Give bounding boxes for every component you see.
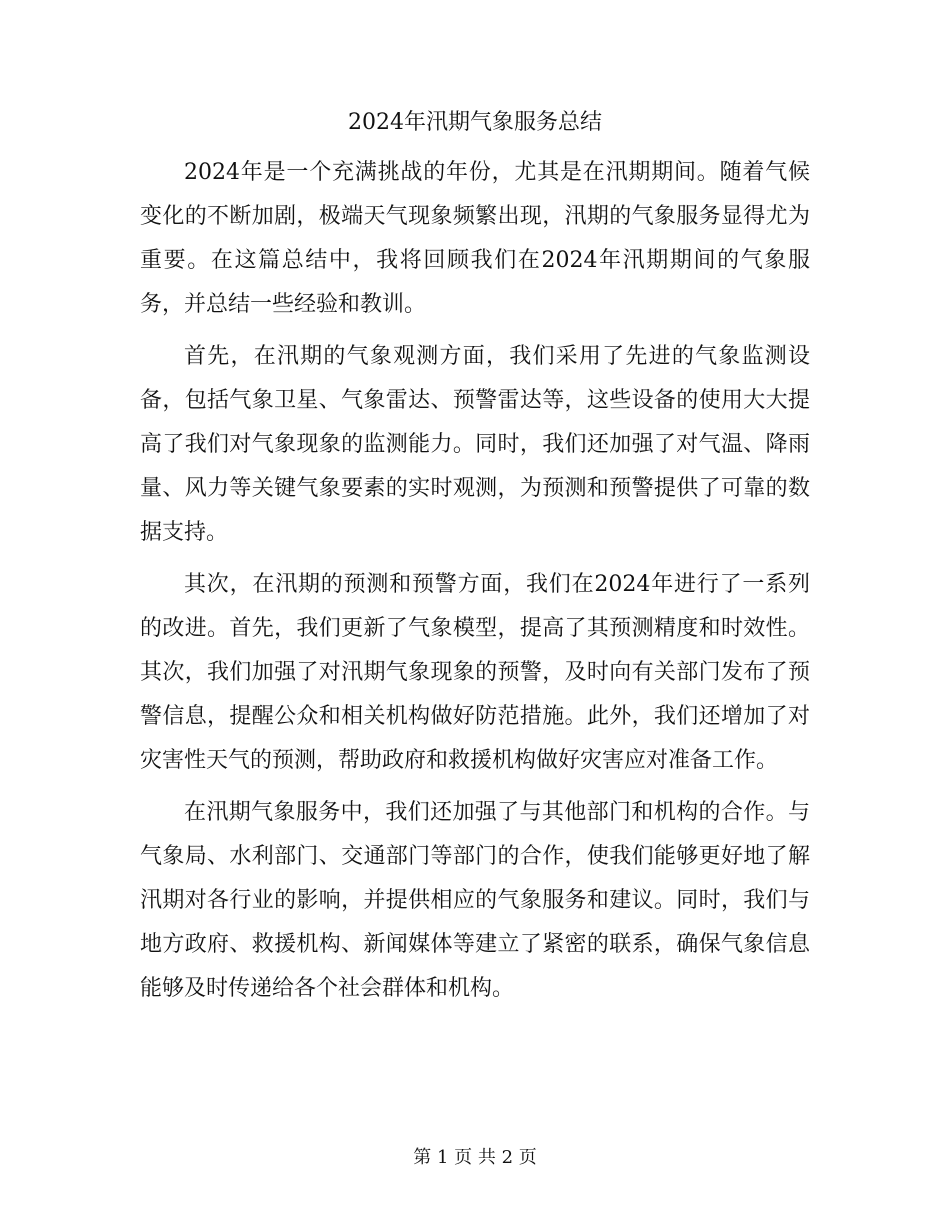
paragraph-observation: 首先，在汛期的气象观测方面，我们采用了先进的气象监测设备，包括气象卫星、气象雷达、预警雷达等，这些设备的使用大大提高了我们对气象现象的监测能力。同时，我们还加强了对气温、降雨量、风力等关键气象要素的实时观测，为预测和预警提供了可靠的数据支持。: [140, 344, 810, 545]
document-body: [140, 151, 810, 1019]
paragraph-cooperation: 在汛期气象服务中，我们还加强了与其他部门和机构的合作。与气象局、水利部门、交通部门等部门的合作，使我们能够更好地了解汛期对各行业的影响，并提供相应的气象服务和建议。同时，我们与地方政府、救援机构、新闻媒体等建立了紧密的联系，确保气象信息能够及时传递给各个社会群体和机构。: [140, 800, 810, 1001]
page-footer: 第 1 页 共 2 页: [413, 1147, 537, 1168]
paragraph-intro: 2024年是一个充满挑战的年份，尤其是在汛期期间。随着气候变化的不断加剧，极端天气现象频繁出现，汛期的气象服务显得尤为重要。在这篇总结中，我将回顾我们在2024年汛期期间的气象服务，并总结一些经验和教训。: [140, 160, 810, 317]
paragraph-forecast: 其次，在汛期的预测和预警方面，我们在2024年进行了一系列的改进。首先，我们更新了气象模型，提高了其预测精度和时效性。其次，我们加强了对汛期气象现象的预警，及时向有关部门发布了预警信息，提醒公众和相关机构做好防范措施。此外，我们还增加了对灾害性天气的预测，帮助政府和救援机构做好灾害应对准备工作。: [140, 572, 810, 773]
document-title: 2024年汛期气象服务总结: [348, 110, 602, 135]
